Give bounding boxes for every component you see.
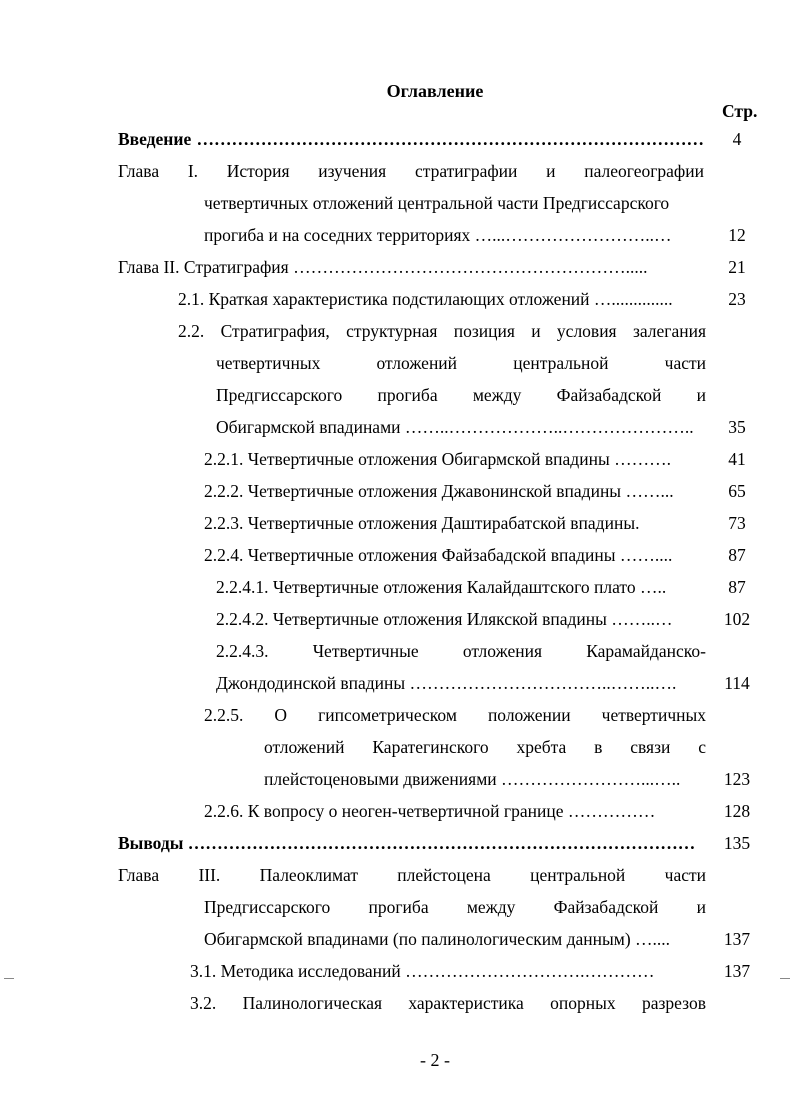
toc-page-2-2-4-2: 102: [723, 609, 751, 629]
toc-entry-2-1: 2.1. Краткая характеристика подстилающих отложений …..............: [178, 289, 673, 309]
toc-page-intro: 4: [732, 129, 742, 149]
toc-entry-2-2-4-3-line1: 2.2.4.3. Четвертичные отложения Карамайданско-: [216, 641, 706, 661]
toc-page-conclusions: 135: [723, 833, 751, 853]
toc-entry-chapter-3-line2: Предгиссарского прогиба между Файзабадской и: [204, 897, 706, 917]
toc-entry-2-2-6: 2.2.6. К вопросу о неоген-четвертичной границе ……………: [204, 801, 656, 821]
toc-page-chapter-1: 12: [728, 225, 746, 245]
toc-entry-conclusions: Выводы ……………………………………………………………………………: [118, 833, 696, 853]
page-number: - 2 -: [420, 1050, 450, 1070]
toc-page-2-2-5: 123: [723, 769, 751, 789]
toc-entry-chapter-2: Глава II. Стратиграфия ………………………………………………….....: [118, 257, 648, 277]
toc-heading: Оглавление: [386, 81, 484, 101]
toc-entry-2-2-5-line2: отложений Каратегинского хребта в связи с: [264, 737, 706, 757]
toc-entry-2-2-line3: Предгиссарского прогиба между Файзабадской и: [216, 385, 706, 405]
left-margin-mark: [4, 978, 14, 979]
toc-entry-2-2-4-1: 2.2.4.1. Четвертичные отложения Калайдаштского плато …..: [216, 577, 667, 597]
toc-page-2-2: 35: [728, 417, 746, 437]
toc-page-3-1: 137: [723, 961, 751, 981]
toc-page-2-2-6: 128: [723, 801, 751, 821]
toc-entry-2-2-4-3-line2: Джондодинской впадины ……………………………..……..….: [216, 673, 677, 693]
toc-page-chapter-2: 21: [728, 257, 746, 277]
toc-entry-2-2-3: 2.2.3. Четвертичные отложения Даштирабатской впадины.: [204, 513, 640, 533]
toc-entry-2-2-2: 2.2.2. Четвертичные отложения Джавонинской впадины ……...: [204, 481, 674, 501]
right-margin-mark: [780, 978, 790, 979]
toc-entry-2-2-5-line3: плейстоценовыми движениями ……………………...…..: [264, 769, 681, 789]
toc-page-2-2-4: 87: [728, 545, 746, 565]
toc-entry-2-2-4: 2.2.4. Четвертичные отложения Файзабадской впадины ……....: [204, 545, 673, 565]
toc-page-2-2-1: 41: [728, 449, 746, 469]
toc-entry-chapter-3-line3: Обигармской впадинами (по палинологическим данным) …....: [204, 929, 671, 949]
toc-entry-2-2-1: 2.2.1. Четвертичные отложения Обигармской впадины ……….: [204, 449, 671, 469]
toc-entry-chapter-1-line1: Глава I. История изучения стратиграфии и палеогеографии: [118, 161, 704, 181]
toc-page-2-2-4-1: 87: [728, 577, 746, 597]
toc-entry-chapter-3-line1: Глава III. Палеоклимат плейстоцена центральной части: [118, 865, 706, 885]
toc-entry-2-2-line4: Обигармской впадинами ……..………………..…………………..: [216, 417, 694, 437]
toc-page-2-1: 23: [728, 289, 746, 309]
page-column-label: Стр.: [722, 101, 758, 121]
toc-entry-chapter-1-line2: четвертичных отложений центральной части Предгиссарского: [204, 193, 670, 213]
toc-entry-2-2-line1: 2.2. Стратиграфия, структурная позиция и условия залегания: [178, 321, 706, 341]
toc-entry-2-2-5-line1: 2.2.5. О гипсометрическом положении четвертичных: [204, 705, 706, 725]
toc-entry-chapter-1-line3: прогиба и на соседних территориях …...……………………..…: [204, 225, 672, 245]
toc-entry-3-1: 3.1. Методика исследований ………………………….…………: [190, 961, 655, 981]
toc-page-2-2-4-3: 114: [724, 673, 750, 693]
toc-page-chapter-3: 137: [723, 929, 751, 949]
toc-entry-2-2-4-2: 2.2.4.2. Четвертичные отложения Илякской впадины ……..…: [216, 609, 673, 629]
toc-entry-2-2-line2: четвертичных отложений центральной части: [216, 353, 706, 373]
toc-page-2-2-2: 65: [728, 481, 746, 501]
toc-entry-3-2: 3.2. Палинологическая характеристика опорных разрезов: [190, 993, 706, 1013]
toc-page-2-2-3: 73: [728, 513, 746, 533]
toc-entry-intro: Введение ……………………………………………………………………………: [118, 129, 704, 149]
